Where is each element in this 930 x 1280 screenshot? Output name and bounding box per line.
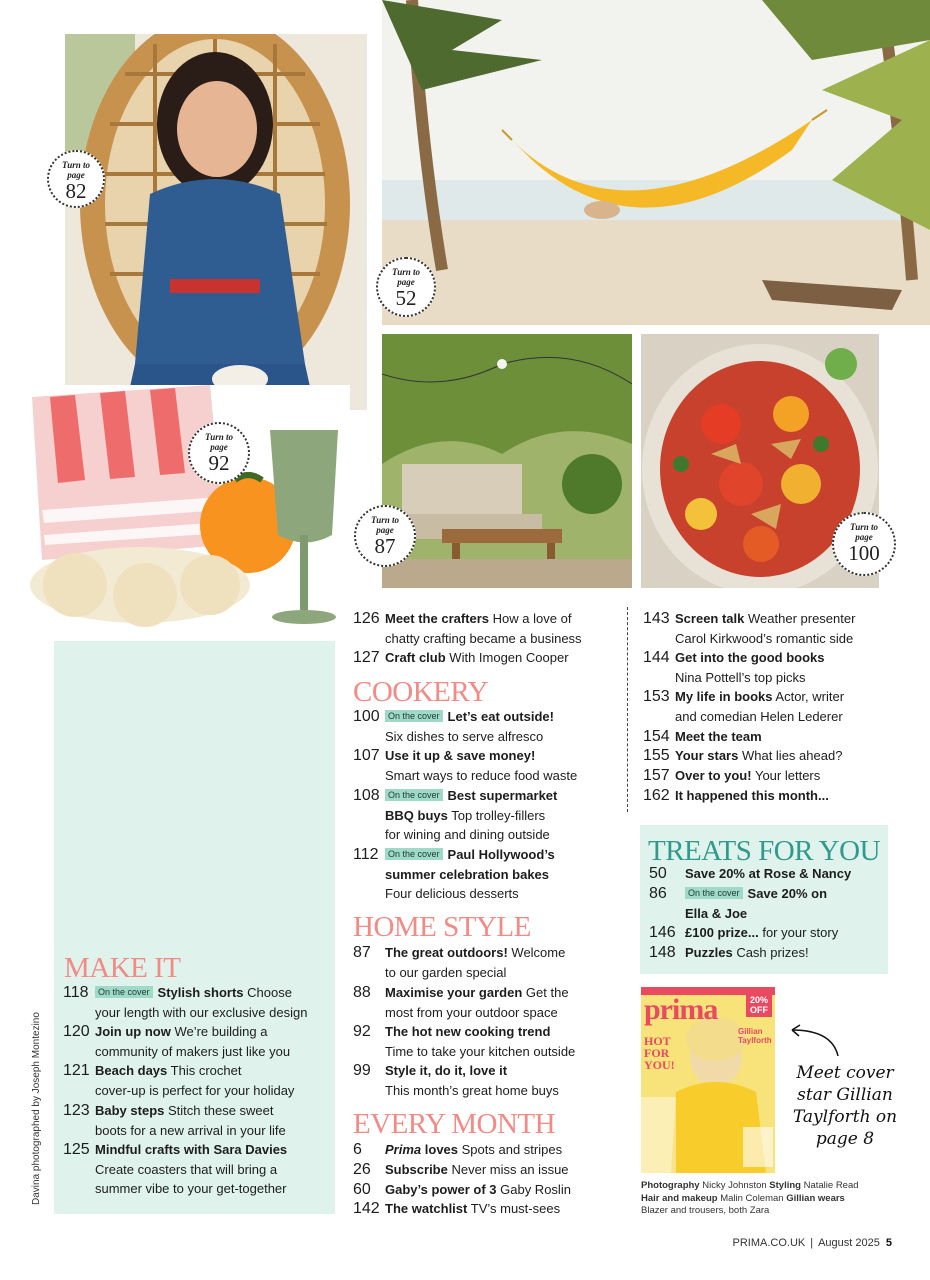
entry-text: to our garden special (385, 964, 507, 980)
entry-text: We’re building a (174, 1024, 268, 1039)
entry-page-number: 87 (353, 944, 371, 961)
entry-text: Welcome (511, 945, 566, 960)
entry-text: Get the (525, 985, 569, 1000)
entry-title: Maximise your garden (385, 985, 523, 1000)
monthly-entry-26 (353, 1160, 621, 1180)
entry-text: With Imogen Cooper (449, 650, 569, 665)
entry-text: Time to take your kitchen outside (385, 1043, 576, 1059)
entry-text: Create coasters that will bring a (95, 1161, 278, 1177)
turn-badge-52 (376, 257, 436, 317)
entry-title: Let’s eat outside! (447, 709, 554, 724)
entry-text: Choose (247, 985, 292, 1000)
entry-page-number: 127 (353, 649, 380, 666)
magazine-cover-thumbnail[interactable] (641, 987, 775, 1173)
davina-photo (65, 34, 367, 410)
entry-title: Prima (385, 1142, 422, 1157)
cookery-entry-100 (353, 707, 621, 747)
turn-label: Turn to page (371, 515, 399, 535)
entry-text: cover-up is perfect for your holiday (95, 1082, 295, 1098)
page-number: 5 (885, 1237, 892, 1249)
entry-title: Beach days (95, 1063, 168, 1078)
entry-title: Get into the good books (675, 650, 825, 665)
entry-text: chatty crafting became a business (385, 630, 582, 646)
credit-label: Styling (769, 1180, 801, 1191)
credit-name: Malin Coleman (720, 1192, 784, 1204)
entry-page-number: 99 (353, 1062, 371, 1079)
page-footer: PRIMA.CO.UK | August 2025 5 (732, 1237, 892, 1249)
entry-text: Never miss an issue (451, 1162, 569, 1177)
home-products-photo (20, 385, 350, 630)
entry-text: Weather presenter (748, 611, 856, 626)
entry-title: Subscribe (385, 1162, 448, 1177)
entry-page-number: 118 (63, 984, 89, 1001)
home-style-heading: HOME STYLE (353, 911, 531, 943)
entry-text: Cash prizes! (736, 945, 809, 960)
credit-name: Nicky Johnston (702, 1180, 767, 1191)
on-the-cover-badge: On the cover (385, 789, 443, 801)
entry-text: Nina Pottell’s top picks (675, 669, 806, 685)
hammock-photo (382, 0, 930, 325)
entry-text: for wining and dining outside (385, 827, 550, 843)
entry-page-number: 26 (353, 1161, 371, 1178)
entry-page-number: 154 (643, 728, 670, 745)
feature-entry-155 (643, 746, 893, 766)
make-it-entry-125 (63, 1140, 331, 1200)
entry-text: Spots and stripes (461, 1142, 563, 1157)
entry-title: Save 20% on (747, 886, 828, 901)
cover-offer: 20% OFF (746, 993, 772, 1017)
turn-badge-100 (832, 512, 896, 576)
turn-badge-87 (354, 505, 416, 567)
entry-page-number: 123 (63, 1102, 90, 1119)
entry-page-number: 142 (353, 1200, 380, 1217)
entry-title: The watchlist (385, 1201, 468, 1216)
home-entry-92 (353, 1022, 621, 1062)
on-the-cover-badge: On the cover (685, 887, 743, 899)
entry-text: How a love of (492, 611, 572, 626)
credit-label: Photography (641, 1180, 700, 1191)
turn-label: Turn to page (205, 432, 233, 452)
entry-title: loves (424, 1142, 459, 1157)
turn-label: Turn to page (392, 267, 420, 287)
on-the-cover-badge: On the cover (95, 986, 153, 998)
entry-title: Gaby’s power of 3 (385, 1182, 497, 1197)
turn-page-number: 52 (395, 286, 417, 310)
turn-page-number: 87 (374, 534, 396, 558)
entry-text: and comedian Helen Lederer (675, 708, 843, 724)
entry-page-number: 126 (353, 610, 380, 627)
credit-text: Blazer and trousers, both Zara (641, 1205, 770, 1216)
entry-title: Join up now (95, 1024, 171, 1039)
entry-title: Screen talk (675, 611, 745, 626)
entry-title: Over to you! (675, 768, 752, 783)
entry-text: TV’s must-sees (470, 1201, 561, 1216)
entry-page-number: 144 (643, 649, 670, 666)
monthly-entry-142 (353, 1199, 621, 1219)
entry-title: It happened this month... (675, 788, 829, 803)
cover-credits (641, 1180, 901, 1218)
entry-title: The hot new cooking trend (385, 1024, 551, 1039)
entry-page-number: 108 (353, 787, 380, 804)
entry-text: summer vibe to your get-together (95, 1181, 287, 1197)
garden-photo (382, 334, 632, 588)
turn-page-number: 92 (208, 451, 230, 475)
entry-page-number: 120 (63, 1023, 90, 1040)
cover-masthead: prima (644, 993, 718, 1026)
entry-page-number: 125 (63, 1141, 90, 1158)
craft-entry-127 (353, 648, 621, 668)
entry-title: Ella & Joe (685, 905, 748, 921)
entry-text: your length with our exclusive design (95, 1004, 308, 1020)
entry-text: Gaby Roslin (500, 1182, 571, 1197)
entry-page-number: 155 (643, 747, 670, 764)
entry-text: Six dishes to serve alfresco (385, 728, 544, 744)
entry-title: Meet the team (675, 729, 762, 744)
entry-title: BBQ buys (385, 807, 448, 823)
entry-title: Use it up & save money! (385, 748, 536, 763)
entry-page-number: 112 (353, 846, 379, 863)
entry-page-number: 60 (353, 1181, 371, 1198)
footer-issue: August 2025 (818, 1237, 880, 1249)
entry-title: My life in books (675, 689, 773, 704)
entry-page-number: 88 (353, 984, 371, 1001)
entry-text: This crochet (170, 1063, 242, 1078)
entry-text: Smart ways to reduce food waste (385, 767, 578, 783)
home-entry-99 (353, 1061, 621, 1101)
turn-label: Turn to page (62, 160, 90, 180)
entry-page-number: 121 (63, 1062, 90, 1079)
turn-label: Turn to page (850, 522, 878, 542)
home-entry-87 (353, 943, 621, 983)
monthly-entry-60 (353, 1180, 621, 1200)
make-it-heading: MAKE IT (64, 952, 181, 984)
entry-page-number: 143 (643, 610, 670, 627)
entry-title: Craft club (385, 650, 446, 665)
feature-entry-162 (643, 786, 893, 806)
entry-page-number: 6 (353, 1141, 362, 1158)
entry-text: What lies ahead? (741, 748, 843, 763)
entry-text: boots for a new arrival in your life (95, 1122, 286, 1138)
entry-title: Puzzles (685, 945, 733, 960)
turn-badge-82 (47, 150, 105, 208)
entry-title: Baby steps (95, 1103, 165, 1118)
entry-page-number: 107 (353, 747, 380, 764)
credit-name: Natalie Read (803, 1180, 859, 1191)
entry-page-number: 100 (353, 708, 380, 725)
feature-entry-153 (643, 687, 893, 727)
home-entry-88 (353, 983, 621, 1023)
entry-title: Paul Hollywood’s (447, 847, 555, 862)
cover-headline: HOT FOR YOU! (644, 1034, 675, 1072)
column-divider (627, 607, 628, 812)
make-it-entry-120 (63, 1022, 331, 1062)
make-it-entry-118 (63, 983, 331, 1023)
entry-text: Four delicious desserts (385, 886, 519, 902)
entry-title: Mindful crafts with Sara Davies (95, 1142, 288, 1157)
turn-page-number: 82 (65, 179, 87, 203)
entry-title: Best supermarket (447, 788, 558, 803)
entry-page-number: 50 (649, 865, 667, 882)
treat-entry-148 (649, 943, 887, 963)
entry-title: Style it, do it, love it (385, 1063, 508, 1078)
entry-title: Stylish shorts (157, 985, 244, 1000)
treat-entry-86 (649, 884, 887, 924)
entry-text: most from your outdoor space (385, 1004, 558, 1020)
treat-entry-146 (649, 923, 887, 943)
turn-page-number: 100 (848, 541, 880, 565)
entry-text: Carol Kirkwood’s romantic side (675, 630, 854, 646)
footer-site-link[interactable]: PRIMA.CO.UK (732, 1237, 806, 1249)
entry-text: community of makers just like you (95, 1043, 291, 1059)
cookery-entry-112 (353, 845, 621, 905)
credit-label: Hair and makeup (641, 1192, 718, 1204)
photo-credit-vertical: Davina photographed by Joseph Montezino (31, 1012, 42, 1205)
entry-page-number: 146 (649, 924, 676, 941)
entry-text: This month’s great home buys (385, 1082, 559, 1098)
feature-entry-144 (643, 648, 893, 688)
on-the-cover-badge: On the cover (385, 848, 443, 860)
credit-label: Gillian wears (786, 1192, 845, 1204)
entry-title: The great outdoors! (385, 945, 508, 960)
craft-entry-126 (353, 609, 621, 649)
entry-page-number: 92 (353, 1023, 371, 1040)
cover-star-name: Gillian Taylforth (738, 1027, 772, 1045)
cookery-heading: COOKERY (353, 676, 489, 708)
entry-text: Actor, writer (775, 689, 845, 704)
treat-entry-50 (649, 864, 887, 884)
monthly-entry-6 (353, 1140, 621, 1160)
turn-badge-92 (188, 422, 250, 484)
feature-entry-154 (643, 727, 893, 747)
entry-page-number: 148 (649, 944, 676, 961)
feature-entry-157 (643, 766, 893, 786)
cookery-entry-108 (353, 786, 621, 846)
entry-text: Your letters (754, 768, 821, 783)
every-month-heading: EVERY MONTH (353, 1108, 556, 1140)
cover-star-callout: Meet cover star Gillian Taylforth on page 8 (792, 1063, 898, 1149)
feature-entry-143 (643, 609, 893, 649)
cookery-entry-107 (353, 746, 621, 786)
entry-title: £100 prize... (685, 925, 759, 940)
make-it-entry-121 (63, 1061, 331, 1101)
entry-page-number: 86 (649, 885, 667, 902)
entry-page-number: 153 (643, 688, 670, 705)
callout-arrow-icon (782, 1020, 842, 1060)
entry-page-number: 157 (643, 767, 670, 784)
entry-title: Save 20% at Rose & Nancy (685, 866, 852, 881)
make-it-entry-123 (63, 1101, 331, 1141)
entry-text: Stitch these sweet (168, 1103, 274, 1118)
entry-text: for your story (762, 925, 839, 940)
treats-heading: TREATS FOR YOU (648, 835, 881, 867)
entry-page-number: 162 (643, 787, 670, 804)
entry-title: Meet the crafters (385, 611, 490, 626)
entry-title: summer celebration bakes (385, 866, 550, 882)
on-the-cover-badge: On the cover (385, 710, 443, 722)
entry-text: Top trolley-fillers (451, 807, 546, 823)
entry-title: Your stars (675, 748, 739, 763)
